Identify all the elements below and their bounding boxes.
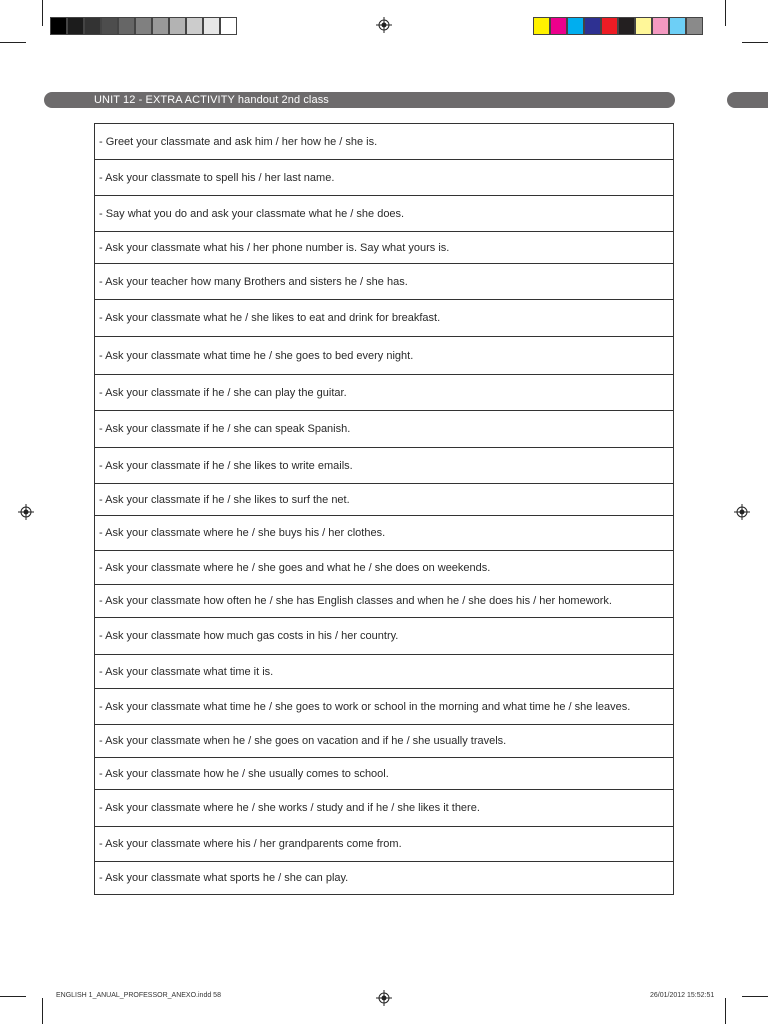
table-row	[95, 448, 673, 484]
table-row	[95, 790, 673, 827]
table-row	[95, 484, 673, 516]
color-swatch	[601, 17, 618, 35]
activity-prompt: - Ask your classmate what time he / she goes to work or school in the morning and what time he / she leaves.	[99, 700, 631, 713]
crop-mark	[742, 996, 768, 997]
color-swatch	[101, 17, 118, 35]
color-swatch	[533, 17, 550, 35]
table-row	[95, 232, 673, 264]
table-row	[95, 516, 673, 551]
table-row	[95, 725, 673, 758]
table-row	[95, 264, 673, 300]
activity-prompt: - Ask your classmate what he / she likes to eat and drink for breakfast.	[99, 312, 441, 324]
activity-prompt: - Ask your classmate what his / her phone number is. Say what yours is.	[99, 241, 450, 254]
activity-prompt: - Ask your classmate if he / she likes to write emails.	[99, 459, 353, 472]
activity-prompt: - Ask your classmate what time it is.	[99, 665, 274, 678]
table-row	[95, 618, 673, 655]
footer-filename: ENGLISH 1_ANUAL_PROFESSOR_ANEXO.indd 58	[56, 992, 221, 999]
color-swatch	[118, 17, 135, 35]
crop-mark	[725, 998, 726, 1024]
crop-mark	[725, 0, 726, 26]
table-row	[95, 585, 673, 618]
crop-mark	[0, 42, 26, 43]
table-row	[95, 827, 673, 862]
color-swatch	[203, 17, 220, 35]
color-swatch	[567, 17, 584, 35]
registration-mark-icon	[734, 504, 750, 520]
activity-prompt: - Ask your classmate if he / she can play the guitar.	[99, 386, 347, 399]
registration-mark-icon	[376, 990, 392, 1006]
activity-prompt: - Ask your classmate where he / she buys his / her clothes.	[99, 527, 386, 539]
table-row	[95, 862, 673, 894]
activity-prompt: - Ask your classmate to spell his / her last name.	[99, 171, 335, 184]
registration-mark-icon	[376, 17, 392, 33]
activity-prompt: - Ask your classmate when he / she goes on vacation and if he / she usually travels.	[99, 735, 507, 747]
crop-mark	[0, 996, 26, 997]
table-row	[95, 300, 673, 337]
table-row	[95, 655, 673, 689]
color-swatch	[584, 17, 601, 35]
color-swatch	[220, 17, 237, 35]
activity-prompt: - Ask your classmate where he / she goes and what he / she does on weekends.	[99, 561, 491, 574]
color-swatch	[652, 17, 669, 35]
crop-mark	[742, 42, 768, 43]
unit-title: UNIT 12 - EXTRA ACTIVITY handout 2nd class	[94, 94, 329, 106]
activity-prompt: - Ask your classmate what sports he / she can play.	[99, 872, 349, 884]
activity-prompt: - Ask your teacher how many Brothers and sisters he / she has.	[99, 275, 408, 288]
activity-prompt: - Ask your classmate where his / her grandparents come from.	[99, 838, 402, 850]
color-swatch	[152, 17, 169, 35]
activity-prompt: - Ask your classmate if he / she likes to surf the net.	[99, 493, 350, 506]
registration-mark-icon	[18, 504, 34, 520]
table-row	[95, 124, 673, 160]
page-side-tab	[727, 92, 768, 108]
activity-prompt: - Say what you do and ask your classmate what he / she does.	[99, 207, 405, 220]
color-swatch	[550, 17, 567, 35]
color-swatch	[169, 17, 186, 35]
grayscale-color-bar	[50, 17, 237, 35]
color-swatch	[67, 17, 84, 35]
table-row	[95, 411, 673, 448]
activity-prompt: - Greet your classmate and ask him / her how he / she is.	[99, 135, 378, 148]
table-row	[95, 337, 673, 375]
activity-prompt: - Ask your classmate what time he / she goes to bed every night.	[99, 349, 414, 362]
activity-prompt: - Ask your classmate how much gas costs in his / her country.	[99, 630, 399, 642]
table-row	[95, 196, 673, 232]
activity-table	[94, 123, 674, 895]
crop-mark	[42, 0, 43, 26]
color-swatch	[50, 17, 67, 35]
color-swatch	[84, 17, 101, 35]
table-row	[95, 551, 673, 585]
table-row	[95, 160, 673, 196]
crop-mark	[42, 998, 43, 1024]
activity-prompt: - Ask your classmate how he / she usually comes to school.	[99, 767, 389, 780]
table-row	[95, 689, 673, 725]
color-swatch	[669, 17, 686, 35]
activity-prompt: - Ask your classmate how often he / she has English classes and when he / she does his / her homework.	[99, 595, 612, 607]
table-row	[95, 375, 673, 411]
table-row	[95, 758, 673, 790]
unit-header-banner	[44, 92, 675, 108]
color-swatch	[135, 17, 152, 35]
footer-timestamp: 26/01/2012 15:52:51	[650, 992, 715, 999]
process-color-bar	[533, 17, 703, 35]
color-swatch	[618, 17, 635, 35]
color-swatch	[686, 17, 703, 35]
color-swatch	[635, 17, 652, 35]
activity-prompt: - Ask your classmate where he / she works / study and if he / she likes it there.	[99, 802, 480, 814]
activity-prompt: - Ask your classmate if he / she can speak Spanish.	[99, 423, 351, 435]
color-swatch	[186, 17, 203, 35]
